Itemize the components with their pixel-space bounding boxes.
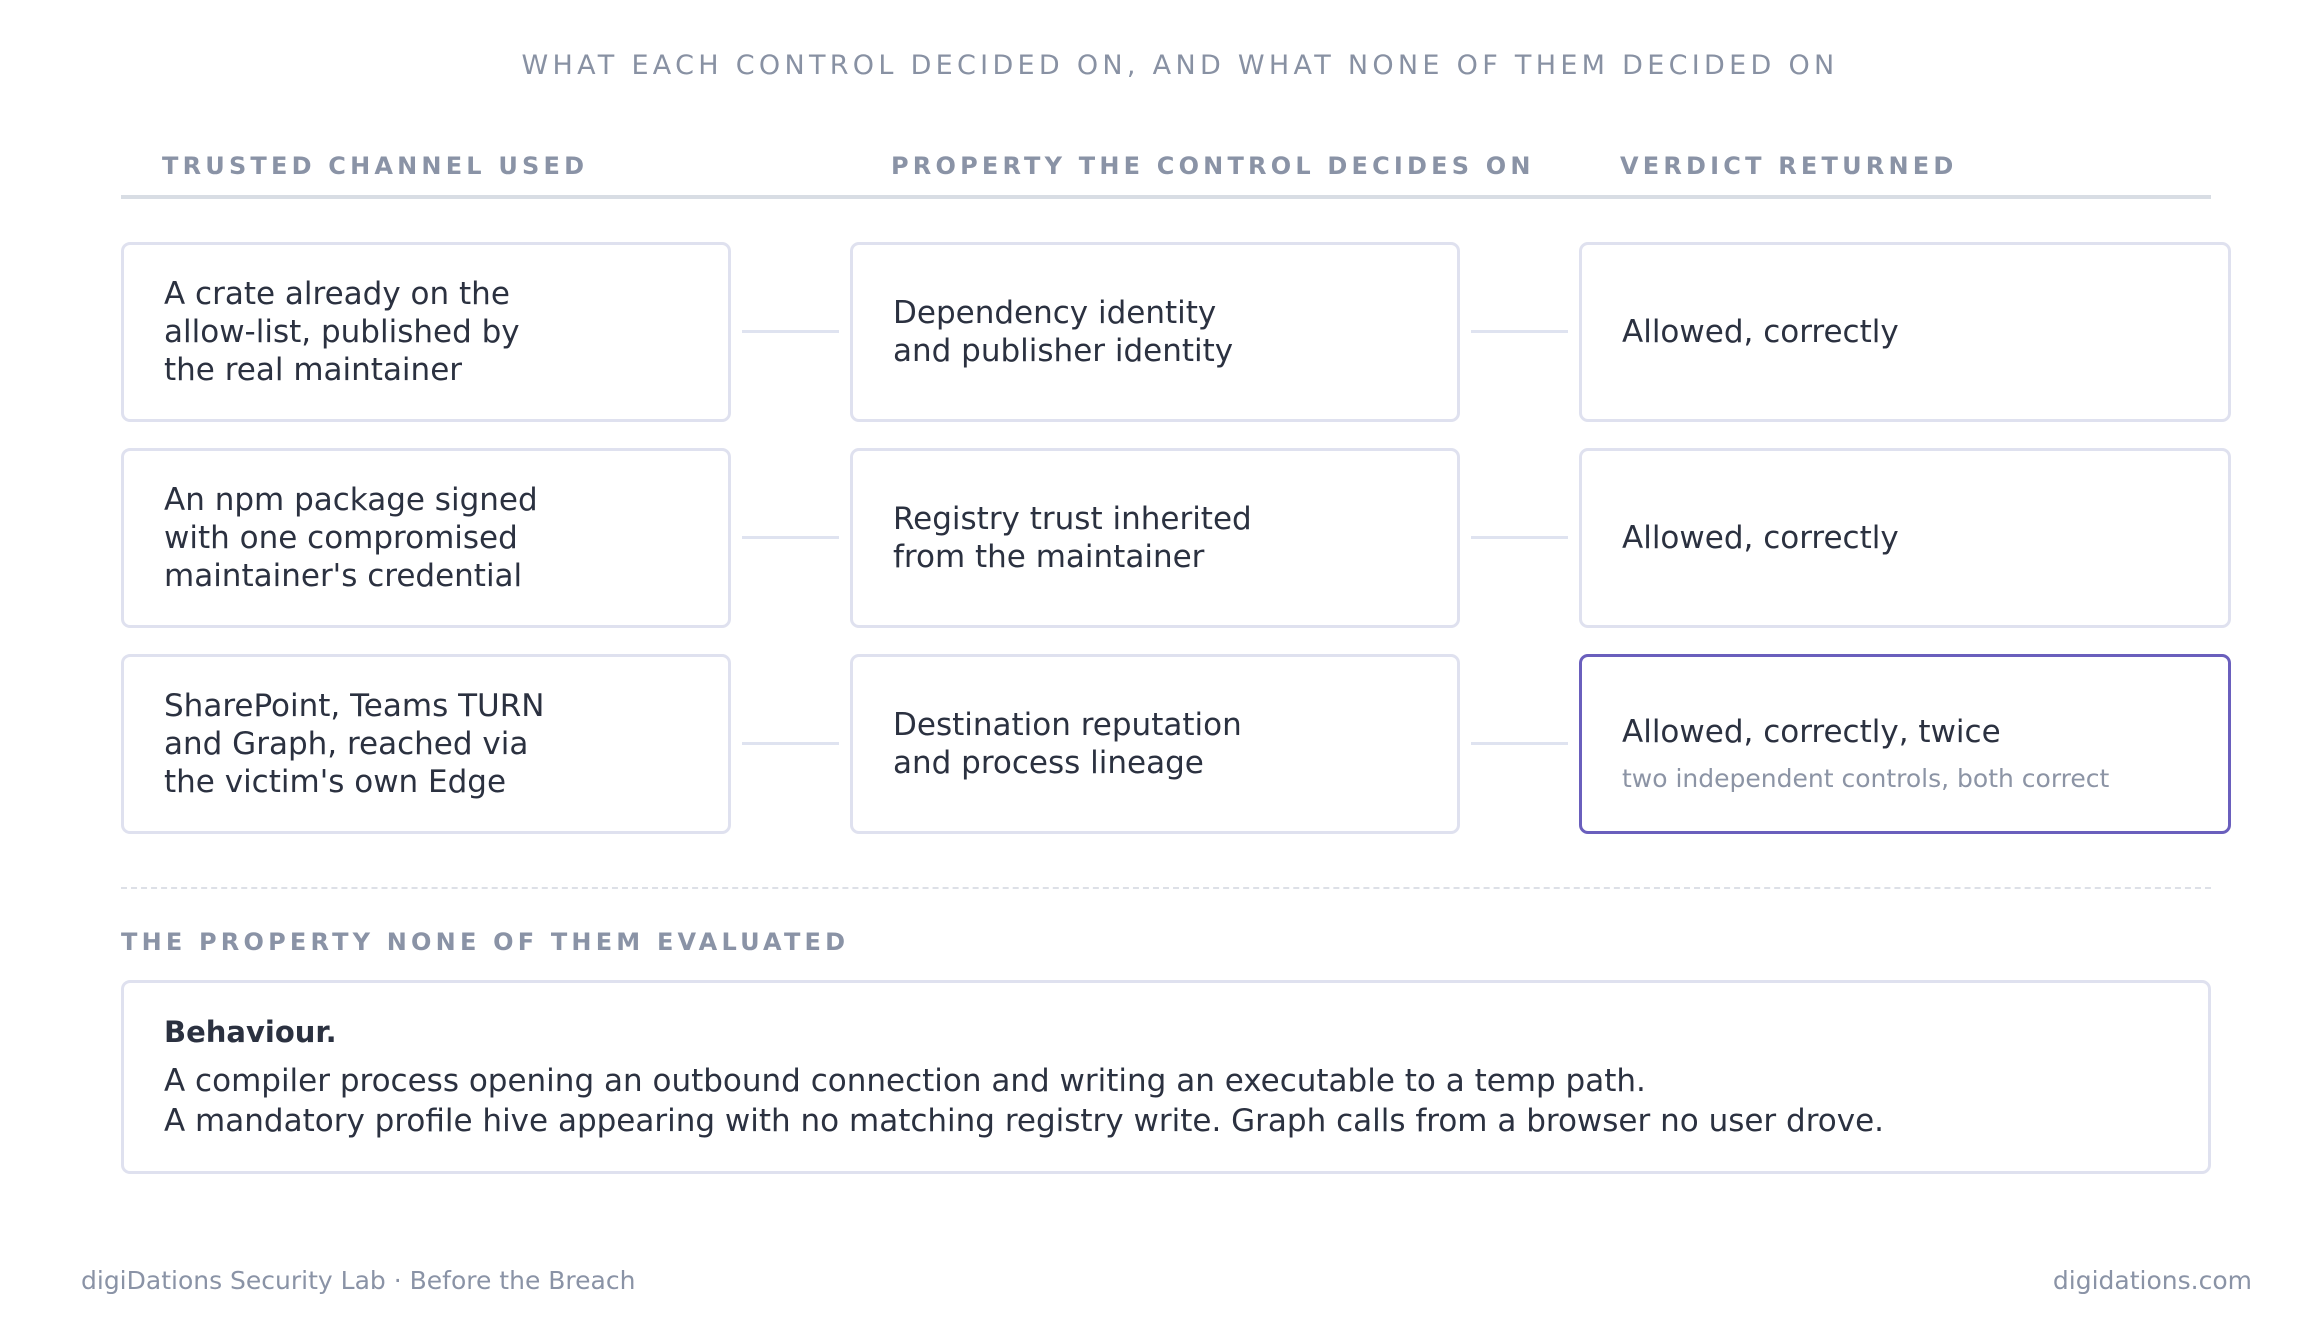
unevaluated-label: THE PROPERTY NONE OF THEM EVALUATED <box>121 928 850 956</box>
connector-line <box>1471 536 1568 539</box>
verdict-note: two independent controls, both correct <box>1622 764 2110 793</box>
property-text: Destination reputation and process lineage <box>893 707 1242 781</box>
column-header-channel: TRUSTED CHANNEL USED <box>162 152 589 180</box>
property-text: Dependency identity and publisher identity <box>893 295 1234 369</box>
property-card <box>850 242 1460 422</box>
footer-credit: digiDations Security Lab · Before the Breach <box>81 1266 636 1295</box>
channel-text: A crate already on the allow-list, published by the real maintainer <box>164 276 520 388</box>
channel-text: SharePoint, Teams TURN and Graph, reached via the victim's own Edge <box>164 688 545 800</box>
connector-line <box>742 330 839 333</box>
verdict-card <box>1579 448 2231 628</box>
behaviour-heading: Behaviour. <box>164 1015 337 1049</box>
property-text: Registry trust inherited from the maintainer <box>893 501 1252 575</box>
behaviour-line: A compiler process opening an outbound connection and writing an executable to a temp path. <box>164 1063 1646 1099</box>
channel-card <box>121 448 731 628</box>
verdict-text: Allowed, correctly, twice <box>1622 714 2001 750</box>
behaviour-card <box>121 980 2211 1174</box>
channel-card <box>121 242 731 422</box>
behaviour-line: A mandatory profile hive appearing with no matching registry write. Graph calls from a browser no user drove. <box>164 1103 1885 1139</box>
verdict-text: Allowed, correctly <box>1622 520 1899 556</box>
connector-line <box>1471 742 1568 745</box>
section-divider <box>121 887 2211 889</box>
channel-card <box>121 654 731 834</box>
footer-website: digidations.com <box>2052 1266 2252 1295</box>
verdict-text: Allowed, correctly <box>1622 314 1899 350</box>
column-header-property: PROPERTY THE CONTROL DECIDES ON <box>891 152 1535 180</box>
property-card <box>850 654 1460 834</box>
connector-line <box>742 742 839 745</box>
connector-line <box>742 536 839 539</box>
verdict-card <box>1579 242 2231 422</box>
connector-line <box>1471 330 1568 333</box>
diagram-title: WHAT EACH CONTROL DECIDED ON, AND WHAT NONE OF THEM DECIDED ON <box>521 50 1839 81</box>
verdict-card-highlighted <box>1579 654 2231 834</box>
channel-text: An npm package signed with one compromised maintainer's credential <box>164 482 538 594</box>
column-header-verdict: VERDICT RETURNED <box>1620 152 1958 180</box>
property-card <box>850 448 1460 628</box>
header-rule <box>121 195 2211 199</box>
